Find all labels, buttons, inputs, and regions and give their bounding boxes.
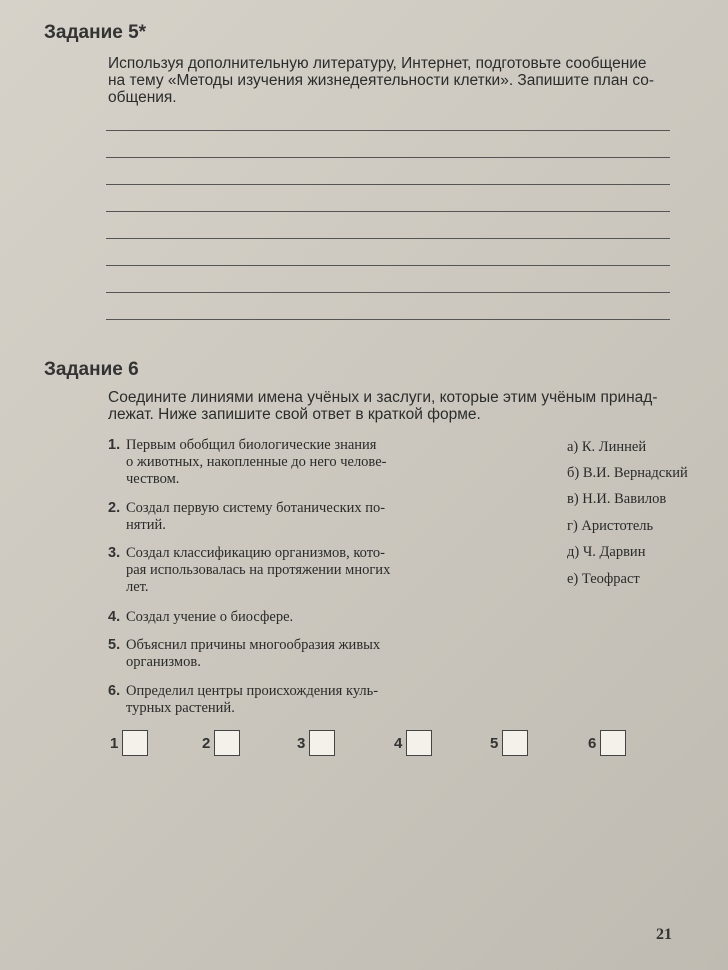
item-line: лет.	[126, 579, 149, 595]
answer-line[interactable]	[106, 157, 670, 158]
answer-line[interactable]	[106, 265, 670, 266]
task5-instructions	[108, 55, 670, 106]
answer-box[interactable]	[214, 730, 240, 756]
answer-cell-3	[297, 730, 335, 756]
task5-line-2: на тему «Методы изучения жизнедеятельности клетки». Запишите план со-	[108, 72, 655, 89]
answer-box[interactable]	[309, 730, 335, 756]
item-text	[126, 500, 385, 534]
item-number: 4.	[108, 609, 121, 625]
answer-box[interactable]	[600, 730, 626, 756]
answer-line[interactable]	[106, 319, 670, 320]
item-text	[126, 545, 390, 596]
scientist-option-d: г) Аристотель	[567, 518, 654, 534]
merit-item-3	[108, 545, 443, 596]
item-line: организмов.	[126, 654, 201, 670]
scientist-option-a: а) К. Линней	[567, 439, 647, 455]
task6-title: Задание 6	[44, 359, 139, 380]
answer-cell-1	[110, 730, 148, 756]
item-number: 5.	[108, 637, 121, 653]
task5-line-3: общения.	[108, 89, 177, 106]
answer-line[interactable]	[106, 238, 670, 239]
item-line: чеством.	[126, 471, 180, 487]
scientist-option-e: д) Ч. Дарвин	[567, 544, 646, 560]
task6-instructions	[108, 389, 670, 423]
item-text	[126, 637, 380, 671]
answer-label: 5	[490, 734, 499, 752]
answer-line[interactable]	[106, 184, 670, 185]
item-number: 2.	[108, 500, 121, 516]
answer-label: 2	[202, 734, 211, 752]
item-line: Определил центры происхождения куль-	[126, 683, 379, 699]
task5-line-1: Используя дополнительную литературу, Интернет, подготовьте сообщение	[108, 55, 647, 72]
item-text	[126, 683, 378, 717]
task6-line-1: Соедините линиями имена учёных и заслуги, которые этим учёным принад-	[108, 389, 658, 406]
item-line: Создал первую систему ботанических по-	[126, 500, 386, 516]
answer-cell-5	[490, 730, 528, 756]
answer-label: 1	[110, 734, 119, 752]
item-line: Первым обобщил биологические знания	[126, 437, 377, 453]
item-line: о животных, накопленные до него челове-	[126, 454, 387, 470]
item-line: Создал учение о биосфере.	[126, 609, 294, 625]
answer-box[interactable]	[502, 730, 528, 756]
merit-item-1	[108, 437, 443, 488]
scientist-option-b: б) В.И. Вернадский	[567, 465, 688, 481]
item-line: рая использовалась на протяжении многих	[126, 562, 391, 578]
item-line: нятий.	[126, 517, 166, 533]
item-line: Объяснил причины многообразия живых	[126, 637, 381, 653]
answer-line[interactable]	[106, 130, 670, 131]
item-text	[126, 437, 386, 488]
item-text	[126, 609, 293, 626]
task6-line-2: лежат. Ниже запишите свой ответ в краткой форме.	[108, 406, 481, 423]
merit-item-5	[108, 637, 443, 671]
answer-line[interactable]	[106, 211, 670, 212]
merit-item-6	[108, 683, 443, 717]
item-number: 3.	[108, 545, 121, 561]
answer-line[interactable]	[106, 292, 670, 293]
page-number: 21	[656, 926, 672, 943]
answer-box[interactable]	[122, 730, 148, 756]
scientist-option-f: е) Теофраст	[567, 571, 640, 587]
task5-title: Задание 5*	[44, 22, 147, 43]
answer-cell-2	[202, 730, 240, 756]
merit-item-4	[108, 609, 443, 626]
answer-label: 3	[297, 734, 306, 752]
answer-cell-6	[588, 730, 626, 756]
scientist-option-c: в) Н.И. Вавилов	[567, 491, 667, 507]
item-line: турных растений.	[126, 700, 235, 716]
merit-item-2	[108, 500, 443, 534]
answer-cell-4	[394, 730, 432, 756]
answer-label: 6	[588, 734, 597, 752]
item-number: 6.	[108, 683, 121, 699]
item-number: 1.	[108, 437, 121, 453]
answer-box[interactable]	[406, 730, 432, 756]
item-line: Создал классификацию организмов, кото-	[126, 545, 385, 561]
answer-label: 4	[394, 734, 403, 752]
